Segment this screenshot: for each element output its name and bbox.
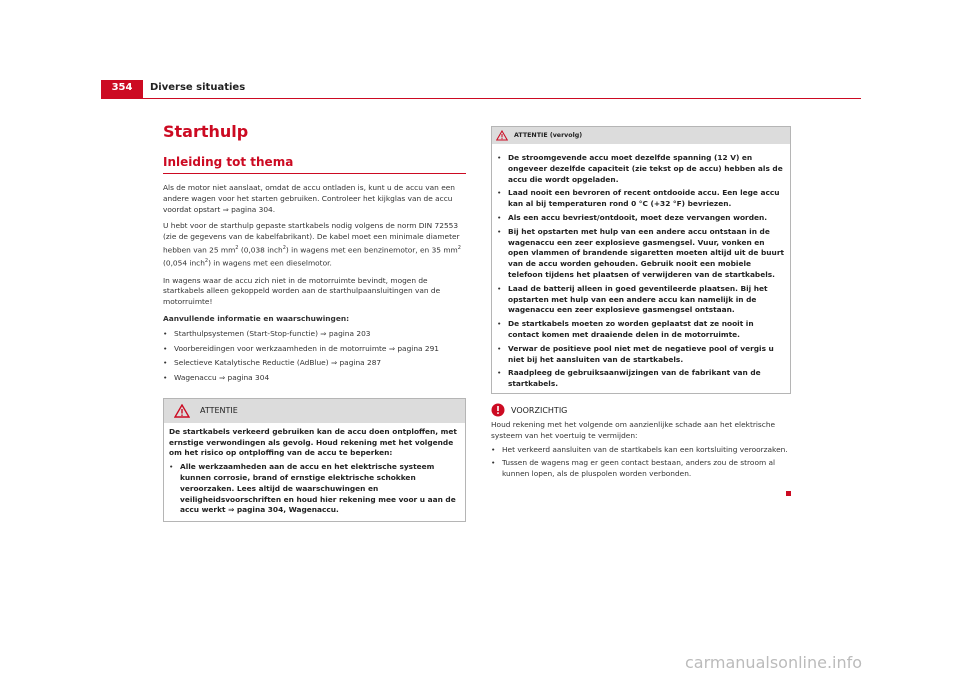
cable-paragraph [163,221,466,269]
watermark: carmanualsonline.info [685,653,863,672]
superscript-2: 2 [282,244,286,251]
list-item [163,329,466,340]
warning-intro: De startkabels verkeerd gebruiken kan de accu doen ontploffen, met ernstige verwondingen als gevolg. Houd rekening met het volgende om het risico op ontploffing van de accu te beperken: [169,426,457,458]
left-column [163,122,466,522]
list-item [497,344,785,366]
list-item [497,153,785,185]
cable-text-b: (0,038 inch [238,245,283,255]
notice-header [491,403,791,417]
warning-continued-box [491,126,791,394]
bullet-text: Als een accu bevriest/ontdooit, moet deze vervangen worden. [508,212,768,222]
bullet-text: Alle werkzaamheden aan de accu en het elektrische systeem kunnen corrosie, brand of ernstige elektrische schokken veroorzaken. Lees altijd de waarschuwingen en veiligheidsvoorschriften en houd hier rekening mee voor u aan de accu werkt ⇒ pagina 304, Wagenaccu. [180,462,456,515]
cable-text-d: (0,054 inch [163,258,205,268]
list-item [497,368,785,390]
cable-text-c: ) in wagens met een benzinemotor, en 35 mm [285,245,458,255]
page-title: Starthulp [163,122,249,141]
list-item [491,445,791,456]
page-number: 354 [111,82,133,93]
battery-location-paragraph: In wagens waar de accu zich niet in de motorruimte bevindt, mogen de startkabels alleen gekoppeld worden aan de starthulpaansluitingen van de motorruimte! [163,275,441,307]
warning-continued-label: ATTENTIE (vervolg) [514,132,583,139]
chapter-subtitle: Inleiding tot thema [163,155,294,169]
list-item [497,188,785,210]
bullet-dot: • [491,444,496,454]
cable-text-a: U hebt voor de starthulp gepaste startkabels nodig volgens de norm DIN 72553 (zie de gegevens van de kabelfabrikant). De kabel moet een minimale diameter hebben van 25 mm [163,221,460,255]
bullet-dot: • [497,319,502,329]
intro-paragraph: Als de motor niet aanslaat, omdat de accu ontladen is, kunt u de accu van een andere wagen voor het starten gebruiken. Controleer het kijkglas van de accu voordat opstart ⇒ pagina 304. [163,183,455,214]
warning-continued-header [492,127,790,144]
bullet-text: De startkabels moeten zo worden geplaatst dat ze nooit in contact komen met draaiende delen in de motorruimte. [508,319,754,339]
list-item [163,358,466,369]
info-heading: Aanvullende informatie en waarschuwingen: [163,313,350,323]
superscript-2: 2 [204,258,209,265]
subtitle-rule [163,173,466,174]
warning-triangle-icon [174,404,190,418]
bullet-text: Selectieve Katalytische Reductie (AdBlue) ⇒ pagina 287 [174,358,382,368]
bullet-text: Laad de batterij alleen in goed geventileerde plaatsen. Bij het opstarten met hulp van een andere accu kan namelijk in de wagenaccu een zeer explosieve gasmengsel ontstaan. [508,283,768,315]
header-rule [143,98,861,99]
exclamation-circle-icon [491,403,505,417]
notice-section [491,403,791,480]
bullet-text: Tussen de wagens mag er geen contact bestaan, anders zou de stroom al kunnen lopen, als de pluspolen worden verbonden. [502,458,776,479]
list-item [163,344,466,355]
bullet-dot: • [163,373,168,383]
section-title: Diverse situaties [150,82,246,93]
bullet-dot: • [497,153,502,162]
warning-header [164,399,465,423]
notice-intro: Houd rekening met het volgende om aanzienlijke schade aan het elektrische systeem van het voertuig te vermijden: [491,420,776,440]
warning-body [164,423,465,521]
bullet-text: Het verkeerd aansluiten van de startkabels kan een kortsluiting veroorzaken. [502,444,788,454]
bullet-dot: • [497,368,502,378]
bullet-text: Verwar de positieve pool niet met de negatieve pool of vergis u niet bij het aansluiten van de startkabels. [508,343,774,364]
list-item [497,227,785,281]
superscript-2: 2 [235,244,239,251]
bullet-dot: • [163,358,168,368]
page-number-box [101,80,143,99]
superscript-2: 2 [457,244,461,251]
warning-label: ATTENTIE [200,406,238,416]
bullet-dot: • [497,226,502,236]
bullet-dot: • [497,188,502,198]
bullet-dot: • [497,343,502,353]
bullet-text: Wagenaccu ⇒ pagina 304 [174,373,270,383]
bullet-text: Voorbereidingen voor werkzaamheden in de motorruimte ⇒ pagina 291 [174,343,440,353]
list-item [163,373,466,384]
bullet-dot: • [497,283,502,293]
list-item [491,458,791,480]
bullet-text: Laad nooit een bevroren of recent ontdooide accu. Een lege accu kan al bij temperaturen rond 0 °C (+32 °F) bevriezen. [508,188,780,209]
list-item [169,462,460,516]
bullet-text: Starthulpsystemen (Start-Stop-functie) ⇒ pagina 203 [174,328,371,338]
bullet-dot: • [169,462,174,472]
list-item [497,213,785,224]
warning-box [163,398,466,522]
bullet-dot: • [491,458,496,468]
list-item [497,319,785,341]
section-end-marker [786,491,791,496]
notice-label: VOORZICHTIG [511,405,568,415]
bullet-text: Raadpleeg de gebruiksaanwijzingen van de fabrikant van de startkabels. [508,368,761,389]
bullet-text: Bij het opstarten met hulp van een andere accu ontstaan in de wagenaccu een zeer explosieve gasmengsel. Vuur, vonken en open vlammen of brandende sigaretten moeten altijd uit de buurt van de accu worden gehouden. Gebruik nooit een mobiele telefoon tijdens het plaatsen of verwijderen van de startkabels. [508,226,784,279]
warning-continued-body [492,144,790,395]
list-item [497,284,785,316]
bullet-dot: • [163,328,168,338]
bullet-dot: • [163,343,168,353]
bullet-text: De stroomgevende accu moet dezelfde spanning (12 V) en ongeveer dezelfde capaciteit (zie tekst op de accu) hebben als de accu die wordt opgeladen. [508,153,783,184]
bullet-dot: • [497,212,502,222]
cable-text-e: ) in wagens met een dieselmotor. [208,258,332,268]
warning-triangle-icon [496,130,508,141]
